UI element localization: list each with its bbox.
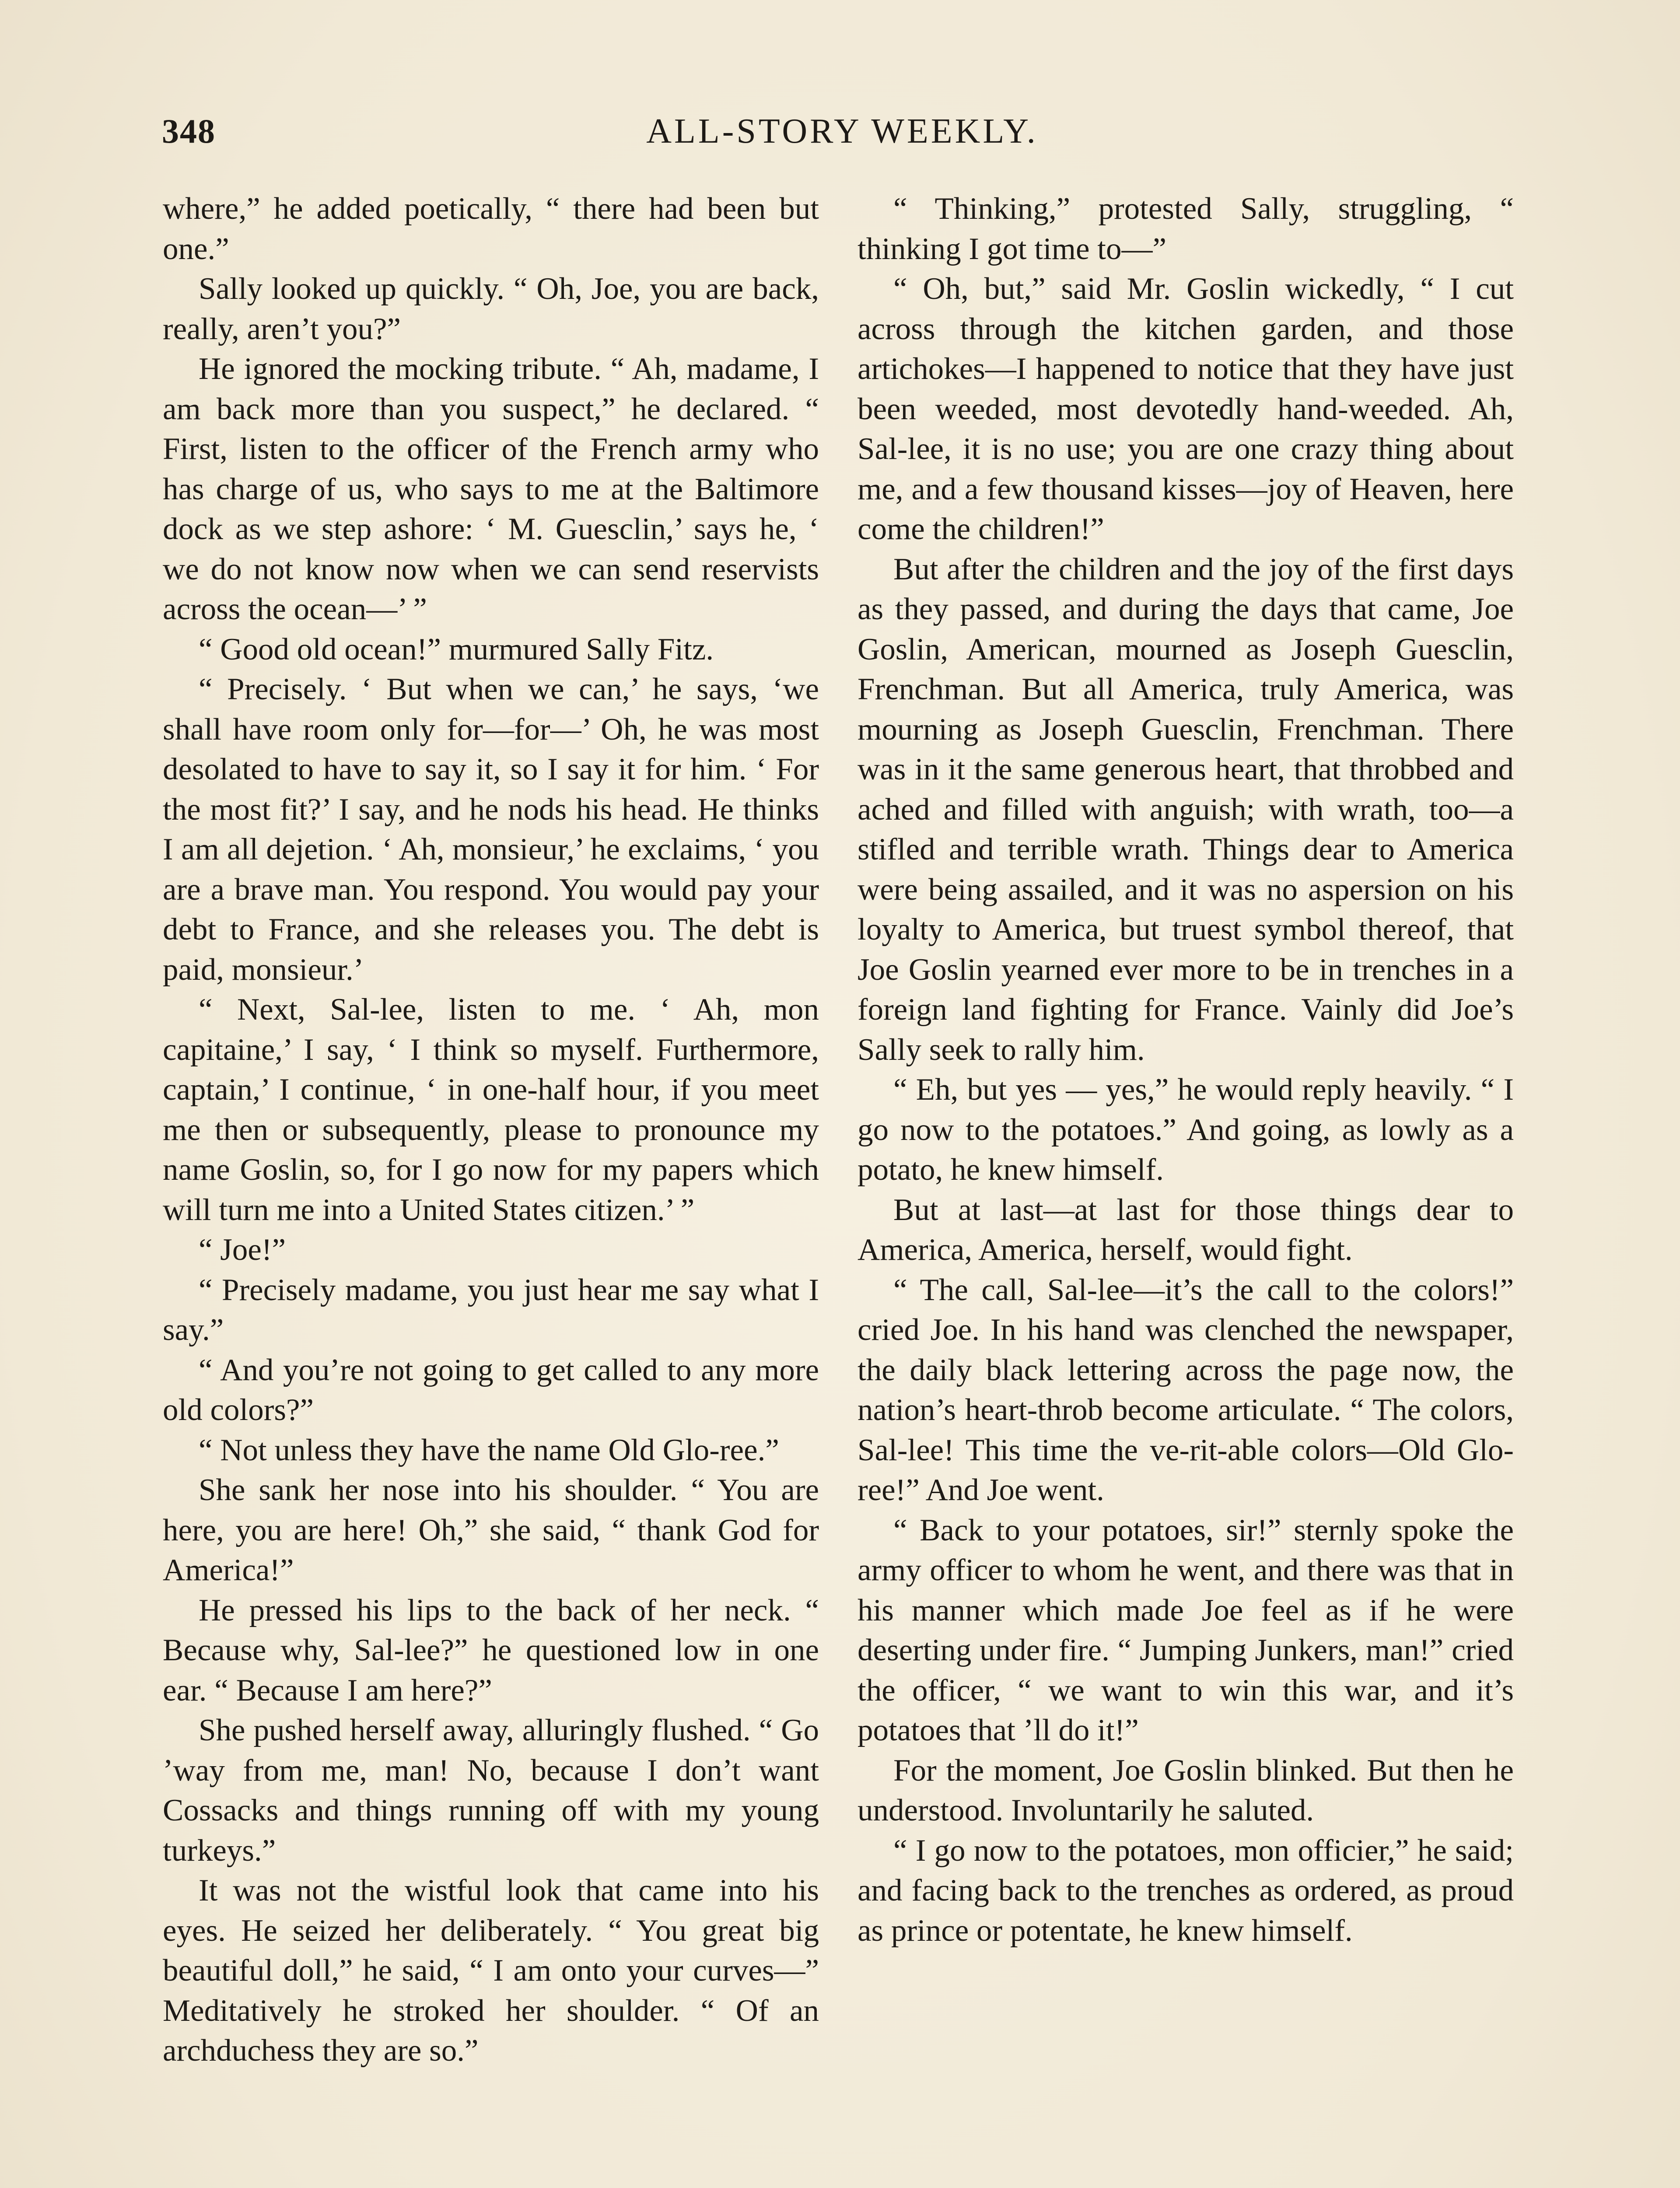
page-header xyxy=(162,112,1522,164)
paragraph: “ And you’re not going to get called to any more old colors?” xyxy=(163,1353,819,1427)
paragraph: “ Precisely. ‘ But when we can,’ he says, ‘we shall have room only for—for—’ Oh, he was most desolated to have to say it, so I say it for him. ‘ For the most fit?’ I say, and he nods his head. He thinks I am all dejetion. ‘ Ah, monsieur,’ he exclaims, ‘ you are a brave man. You respond. You would pay your debt to France, and she releases you. The debt is paid, monsieur.’ xyxy=(163,672,819,987)
paragraph: It was not the wistful look that came into his eyes. He seized her deliberately. “ You great big beautiful doll,” he said, “ I am onto your curves—” Meditatively he stroked her shoulder. “ Of an archduchess they are so.” xyxy=(163,1873,819,2068)
paragraph: “ Good old ocean!” murmured Sally Fitz. xyxy=(199,632,714,666)
paragraph: She pushed herself away, alluringly flushed. “ Go ’way from me, man! No, because I don’t want Cossacks and things running off with my young turkeys.” xyxy=(163,1713,819,1868)
paragraph: where,” he added poetically, “ there had been but one.” xyxy=(163,192,819,266)
paragraph: He pressed his lips to the back of her neck. “ Because why, Sal-lee?” he questioned low in one ear. “ Because I am here?” xyxy=(163,1593,819,1708)
paragraph: “ Back to your potatoes, sir!” sternly spoke the army officer to whom he went, and there was that in his manner which made Joe feel as if he were deserting under fire. “ Jumping Junkers, man!” cried the officer, “ we want to win this war, and it’s potatoes that ’ll do it!” xyxy=(858,1513,1514,1747)
paragraph: “ Not unless they have the name Old Glo-ree.” xyxy=(199,1433,779,1467)
paragraph: “ Joe!” xyxy=(199,1233,286,1267)
paragraph: “ Oh, but,” said Mr. Goslin wickedly, “ I cut across through the kitchen garden, and those artichokes—I happened to notice that they have just been weeded, most devotedly hand-weeded. Ah, Sal-lee, it is no use; you are one crazy thing about me, and a few thousand kisses—joy of Heaven, here come the children!” xyxy=(858,272,1514,546)
paragraph: She sank her nose into his shoulder. “ You are here, you are here! Oh,” she said, “ thank God for America!” xyxy=(163,1473,819,1587)
paragraph: But after the children and the joy of the first days as they passed, and during the days that came, Joe Goslin, American, mourned as Joseph Guesclin, Frenchman. But all America, truly America, was mourning as Joseph Guesclin, Frenchman. There was in it the same generous heart, that throbbed and ached and filled with anguish; with wrath, too—a stifled and terrible wrath. Things dear to America were being assailed, and it was no aspersion on his loyalty to America, but truest symbol thereof, that Joe Goslin yearned ever more to be in trenches in a foreign land fighting for France. Vainly did Joe’s Sally seek to rally him. xyxy=(858,552,1514,1067)
paragraph: “ Precisely madame, you just hear me say what I say.” xyxy=(163,1273,819,1347)
running-title: ALL-STORY WEEKLY. xyxy=(646,112,1038,151)
paragraph: “ Next, Sal-lee, listen to me. ‘ Ah, mon capitaine,’ I say, ‘ I think so myself. Furthermore, captain,’ I continue, ‘ in one-half hour, if you meet me then or subsequently, please to pronounce my name Goslin, so, for I go now for my papers which will turn me into a United States citizen.’ ” xyxy=(163,992,819,1227)
paragraph: For the moment, Joe Goslin blinked. But then he understood. Involuntarily he saluted. xyxy=(858,1753,1514,1827)
right-text-column xyxy=(858,189,1514,1951)
paragraph: “ Eh, but yes — yes,” he would reply heavily. “ I go now to the potatoes.” And going, as lowly as a potato, he knew himself. xyxy=(858,1073,1514,1187)
left-text-column xyxy=(163,189,819,2071)
paragraph: “ The call, Sal-lee—it’s the call to the colors!” cried Joe. In his hand was clenched the newspaper, the daily black lettering across the page now, the nation’s heart-throb become articulate. “ The colors, Sal-lee! This time the ve-rit-able colors—Old Glo-ree!” And Joe went. xyxy=(858,1273,1514,1507)
paragraph: “ Thinking,” protested Sally, struggling, “ thinking I got time to—” xyxy=(858,192,1514,266)
paragraph: But at last—at last for those things dear to America, America, herself, would fight. xyxy=(858,1192,1514,1267)
paragraph: Sally looked up quickly. “ Oh, Joe, you are back, really, aren’t you?” xyxy=(163,272,819,346)
page-number: 348 xyxy=(162,112,216,150)
paragraph: He ignored the mocking tribute. “ Ah, madame, I am back more than you suspect,” he declared. “ First, listen to the officer of the French army who has charge of us, who says to me at the Baltimore dock as we step ashore: ‘ M. Guesclin,’ says he, ‘ we do not know now when we can send reservists across the ocean—’ ” xyxy=(163,352,819,626)
paragraph: “ I go now to the potatoes, mon officier,” he said; and facing back to the trenches as ordered, as proud as prince or potentate, he knew himself. xyxy=(858,1833,1514,1948)
